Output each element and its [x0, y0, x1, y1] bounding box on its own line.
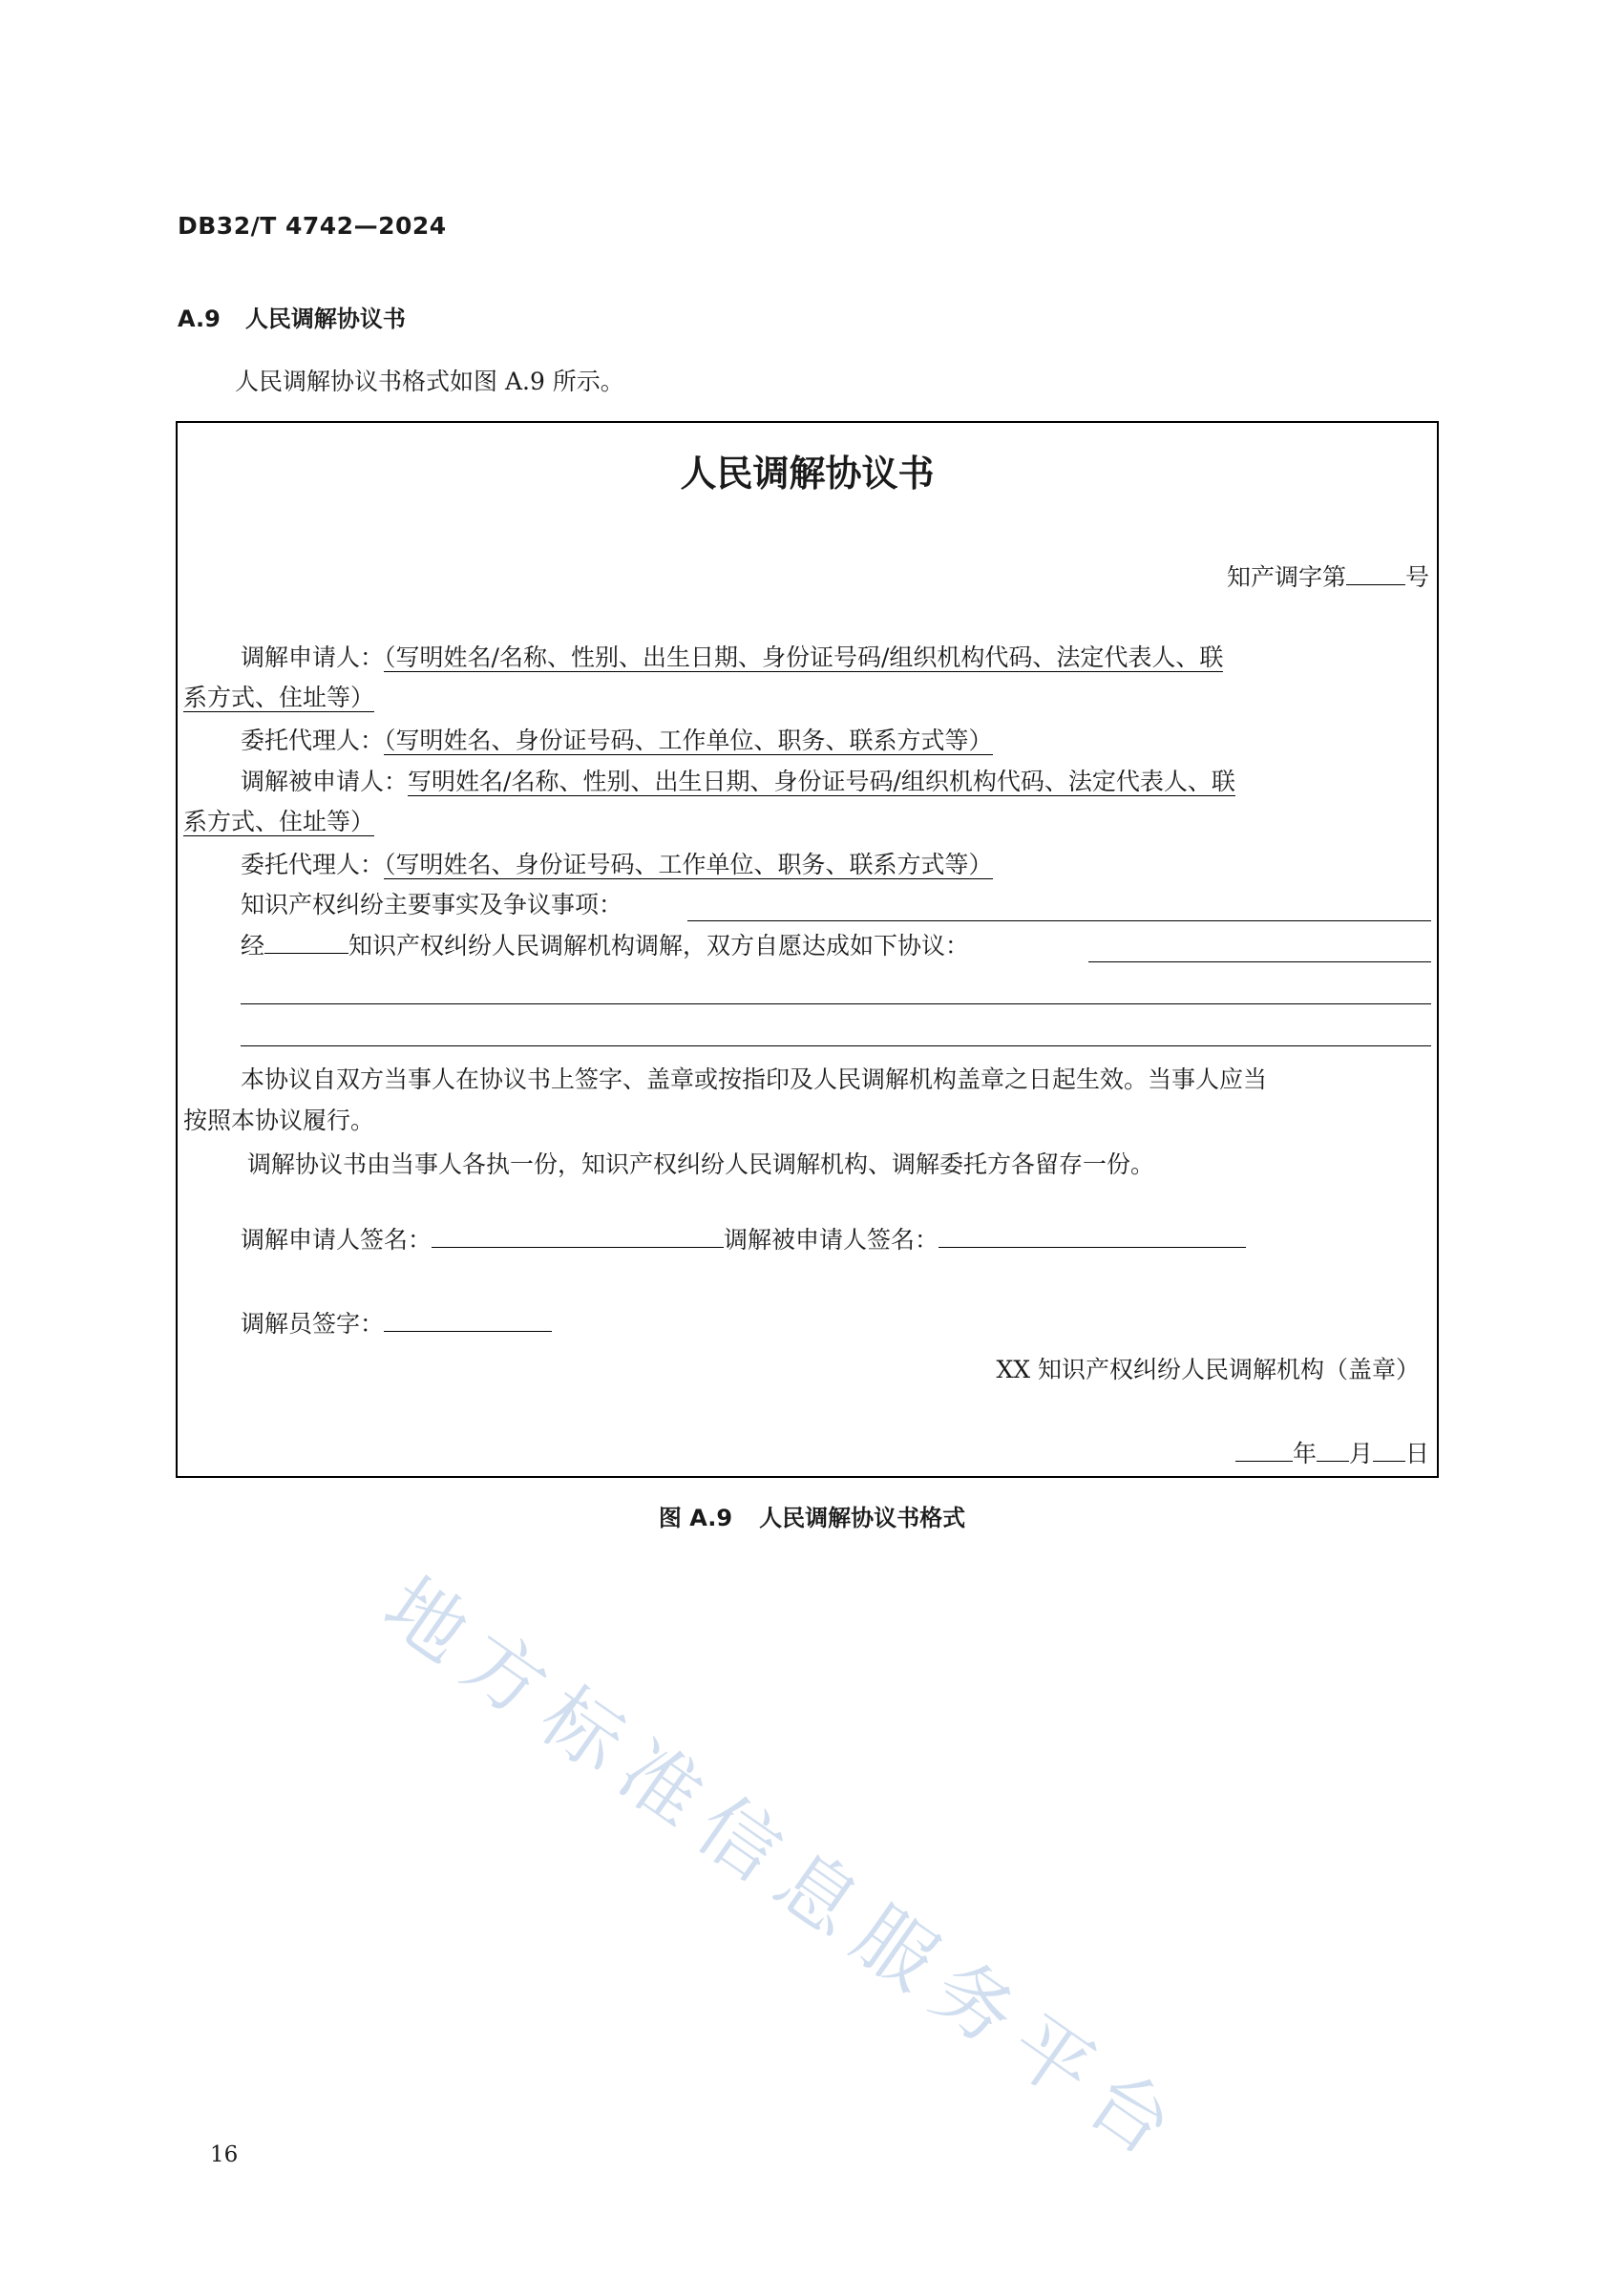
respondent-hint: 写明姓名/名称、性别、出生日期、身份证号码/组织机构代码、法定代表人、联 — [408, 768, 1235, 795]
figure-caption — [0, 1499, 1624, 1532]
applicant-line — [241, 639, 1223, 673]
respondent-label: 调解被申请人： — [241, 768, 409, 795]
date-line — [1235, 1435, 1429, 1469]
facts-line — [241, 886, 622, 920]
intro-text: 人民调解协议书格式如图 A.9 所示。 — [235, 368, 624, 395]
agreement-prefix: 经 — [241, 932, 265, 960]
agent2-hint: （写明姓名、身份证号码、工作单位、职务、联系方式等） — [384, 851, 993, 878]
day-blank — [1373, 1436, 1405, 1462]
org-name-blank — [264, 928, 348, 954]
caption-title: 人民调解协议书格式 — [759, 1505, 966, 1531]
facts-blank — [687, 920, 1431, 921]
applicant-hint: （写明姓名/名称、性别、出生日期、身份证号码/组织机构代码、法定代表人、联 — [384, 643, 1224, 671]
watermark: 地方标准信息服务平台 — [368, 1560, 1202, 2183]
year-blank — [1235, 1436, 1293, 1462]
section-number: A.9 — [178, 306, 221, 332]
agreement-blank-2 — [241, 1003, 1431, 1004]
applicant-sign-label: 调解申请人签名： — [241, 1226, 432, 1254]
section-title: 人民调解协议书 — [244, 306, 406, 332]
reference-number — [1227, 559, 1429, 593]
mediator-sign-blank — [384, 1306, 552, 1332]
applicant-line-cont — [183, 679, 374, 713]
agreement-blank-3 — [241, 1045, 1431, 1046]
signature-line — [241, 1221, 1246, 1255]
ref-number-blank — [1346, 559, 1405, 585]
agreement-line — [241, 927, 969, 961]
month-label: 月 — [1348, 1440, 1373, 1467]
year-label: 年 — [1292, 1440, 1317, 1467]
form-title: 人民调解协议书 — [680, 453, 935, 495]
agreement-form — [176, 421, 1439, 1478]
facts-label: 知识产权纠纷主要事实及争议事项： — [241, 891, 623, 918]
caption-number: 图 A.9 — [658, 1505, 733, 1531]
month-blank — [1317, 1436, 1349, 1462]
agent-hint: （写明姓名、身份证号码、工作单位、职务、联系方式等） — [384, 727, 993, 754]
section-heading — [178, 300, 406, 333]
respondent-sign-blank — [939, 1222, 1246, 1248]
agent-line — [241, 722, 993, 756]
agreement-text: 知识产权纠纷人民调解机构调解，双方自愿达成如下协议： — [348, 932, 970, 960]
mediator-sign-label: 调解员签字： — [241, 1310, 385, 1338]
effect-line-cont: 按照本协议履行。 — [183, 1107, 375, 1134]
applicant-sign-blank — [432, 1222, 724, 1248]
standard-code: DB32/T 4742—2024 — [178, 212, 447, 240]
org-stamp: XX 知识产权纠纷人民调解机构（盖章） — [996, 1356, 1420, 1383]
respondent-sign-label: 调解被申请人签名： — [724, 1226, 939, 1254]
copies-line: 调解协议书由当事人各执一份，知识产权纠纷人民调解机构、调解委托方各留存一份。 — [247, 1150, 1155, 1178]
ref-suffix: 号 — [1404, 563, 1429, 591]
applicant-hint-cont: 系方式、住址等） — [183, 684, 375, 711]
agent2-line — [241, 846, 993, 880]
respondent-line-cont — [183, 803, 374, 837]
agent-label: 委托代理人： — [241, 727, 385, 754]
applicant-label: 调解申请人： — [241, 643, 385, 671]
effect-line: 本协议自双方当事人在协议书上签字、盖章或按指印及人民调解机构盖章之日起生效。当事人应当 — [241, 1065, 1268, 1093]
day-label: 日 — [1404, 1440, 1429, 1467]
mediator-sign-line — [241, 1305, 552, 1339]
ref-prefix: 知产调字第 — [1226, 563, 1346, 591]
respondent-line — [241, 763, 1235, 797]
agreement-blank — [1088, 961, 1431, 962]
page-number: 16 — [210, 2142, 239, 2167]
agent2-label: 委托代理人： — [241, 851, 385, 878]
respondent-hint-cont: 系方式、住址等） — [183, 808, 375, 835]
